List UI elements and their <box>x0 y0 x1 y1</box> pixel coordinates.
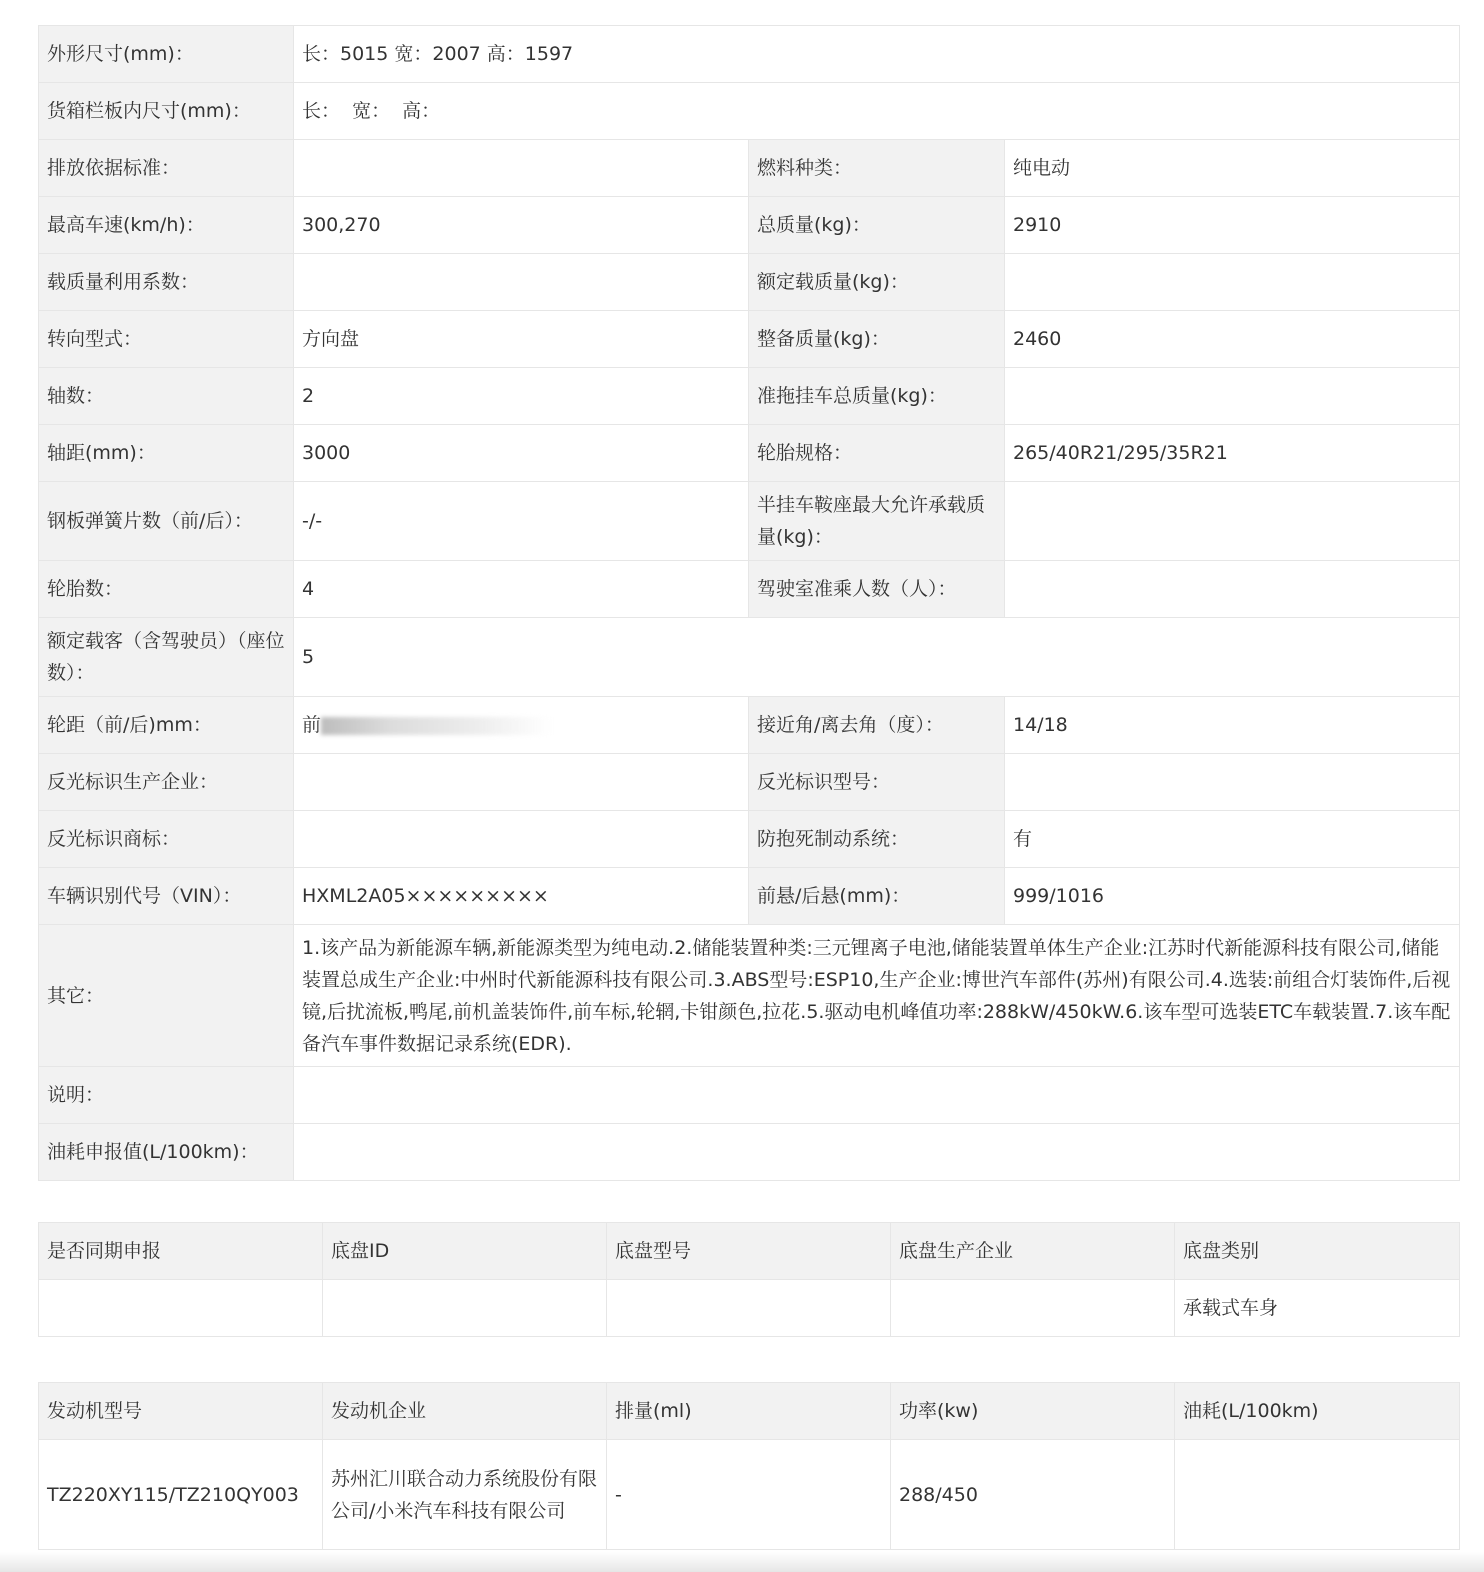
other-value: 1.该产品为新能源车辆,新能源类型为纯电动.2.储能装置种类:三元锂离子电池,储能装置单体生产企业:江苏时代新能源科技有限公司,储能装置总成生产企业:中州时代新能源科技有限公司.3.ABS型号:ESP10,生产企业:博世汽车部件(苏州)有限公司.4.选装:前组合灯装饰件,后视镜,后扰流板,鸭尾,前机盖装饰件,前车标,轮辋,卡钳颜色,拉花.5.驱动电机峰值功率:288kW/450kW.6.该车型可选装ETC车载装置.7.该车配备汽车事件数据记录系统(EDR). <box>294 925 1460 1067</box>
chassis-cell <box>891 1280 1175 1337</box>
cab-passengers-label: 驾驶室准乘人数（人）： <box>749 561 1005 618</box>
blurred-redaction <box>321 717 551 735</box>
engine-header-cell: 油耗(L/100km) <box>1175 1383 1460 1440</box>
note-value <box>294 1067 1460 1124</box>
dimensions-label: 外形尺寸(mm)： <box>39 26 294 83</box>
chassis-header-cell: 底盘ID <box>323 1223 607 1280</box>
spec-row-dimensions <box>39 26 1460 83</box>
spec-row-rated-passengers <box>39 618 1460 697</box>
engine-cell: 288/450 <box>891 1440 1175 1550</box>
wheelbase-value: 3000 <box>294 425 749 482</box>
spec-row <box>39 197 1460 254</box>
engine-header-cell: 功率(kw) <box>891 1383 1175 1440</box>
wheelbase-label: 轴距(mm)： <box>39 425 294 482</box>
spec-row-fuel-consumption <box>39 1124 1460 1181</box>
cargo-box-value: 长： 宽： 高： <box>294 83 1460 140</box>
fuel-type-label: 燃料种类： <box>749 140 1005 197</box>
rated-passengers-label: 额定载客（含驾驶员）（座位数）： <box>39 618 294 697</box>
tire-spec-value: 265/40R21/295/35R21 <box>1005 425 1460 482</box>
reflector-maker-value <box>294 754 749 811</box>
fuel-type-value: 纯电动 <box>1005 140 1460 197</box>
saddle-load-value <box>1005 482 1460 561</box>
chassis-cell <box>323 1280 607 1337</box>
rated-load-label: 额定载质量(kg)： <box>749 254 1005 311</box>
approach-departure-label: 接近角/离去角（度）： <box>749 697 1005 754</box>
spec-row <box>39 754 1460 811</box>
engine-header-cell: 发动机型号 <box>39 1383 323 1440</box>
spec-row-other <box>39 925 1460 1067</box>
spec-row <box>39 425 1460 482</box>
spec-row <box>39 140 1460 197</box>
vin-label: 车辆识别代号（VIN）： <box>39 868 294 925</box>
total-mass-label: 总质量(kg)： <box>749 197 1005 254</box>
tire-count-label: 轮胎数： <box>39 561 294 618</box>
approach-departure-value: 14/18 <box>1005 697 1460 754</box>
emission-standard-value <box>294 140 749 197</box>
fuel-consumption-label: 油耗申报值(L/100km)： <box>39 1124 294 1181</box>
chassis-data-row <box>39 1280 1460 1337</box>
bottom-fade <box>0 1552 1484 1572</box>
load-factor-label: 载质量利用系数： <box>39 254 294 311</box>
spec-row <box>39 311 1460 368</box>
reflector-maker-label: 反光标识生产企业： <box>39 754 294 811</box>
reflector-brand-label: 反光标识商标： <box>39 811 294 868</box>
leaf-springs-value: -/- <box>294 482 749 561</box>
trailer-mass-value <box>1005 368 1460 425</box>
note-label: 说明： <box>39 1067 294 1124</box>
cab-passengers-value <box>1005 561 1460 618</box>
curb-mass-value: 2460 <box>1005 311 1460 368</box>
chassis-table <box>38 1222 1460 1337</box>
engine-header-cell: 发动机企业 <box>323 1383 607 1440</box>
axles-value: 2 <box>294 368 749 425</box>
steering-value: 方向盘 <box>294 311 749 368</box>
chassis-header-cell: 底盘类别 <box>1175 1223 1460 1280</box>
cargo-box-label: 货箱栏板内尺寸(mm)： <box>39 83 294 140</box>
reflector-brand-value <box>294 811 749 868</box>
steering-label: 转向型式： <box>39 311 294 368</box>
fuel-consumption-value <box>294 1124 1460 1181</box>
chassis-header-cell: 底盘型号 <box>607 1223 891 1280</box>
axles-label: 轴数： <box>39 368 294 425</box>
engine-cell: 苏州汇川联合动力系统股份有限公司/小米汽车科技有限公司 <box>323 1440 607 1550</box>
reflector-model-value <box>1005 754 1460 811</box>
other-label: 其它： <box>39 925 294 1067</box>
leaf-springs-label: 钢板弹簧片数（前/后）： <box>39 482 294 561</box>
rated-load-value <box>1005 254 1460 311</box>
spec-row-note <box>39 1067 1460 1124</box>
reflector-model-label: 反光标识型号： <box>749 754 1005 811</box>
engine-cell <box>1175 1440 1460 1550</box>
spec-row <box>39 811 1460 868</box>
track-label: 轮距（前/后)mm： <box>39 697 294 754</box>
max-speed-label: 最高车速(km/h)： <box>39 197 294 254</box>
chassis-cell <box>607 1280 891 1337</box>
chassis-header-row <box>39 1223 1460 1280</box>
engine-header-row <box>39 1383 1460 1440</box>
vin-value: HXML2A05××××××××× <box>294 868 749 925</box>
rated-passengers-value: 5 <box>294 618 1460 697</box>
track-value-text: 前 <box>302 714 322 736</box>
engine-cell: TZ220XY115/TZ210QY003 <box>39 1440 323 1550</box>
spec-table <box>38 25 1460 1181</box>
tire-count-value: 4 <box>294 561 749 618</box>
abs-label: 防抱死制动系统： <box>749 811 1005 868</box>
chassis-header-cell: 底盘生产企业 <box>891 1223 1175 1280</box>
chassis-cell <box>39 1280 323 1337</box>
trailer-mass-label: 准拖挂车总质量(kg)： <box>749 368 1005 425</box>
total-mass-value: 2910 <box>1005 197 1460 254</box>
spec-row <box>39 368 1460 425</box>
overhang-label: 前悬/后悬(mm)： <box>749 868 1005 925</box>
spec-row <box>39 868 1460 925</box>
engine-cell: - <box>607 1440 891 1550</box>
overhang-value: 999/1016 <box>1005 868 1460 925</box>
spec-row <box>39 697 1460 754</box>
saddle-load-label: 半挂车鞍座最大允许承载质量(kg)： <box>749 482 1005 561</box>
spec-row <box>39 254 1460 311</box>
engine-header-cell: 排量(ml) <box>607 1383 891 1440</box>
spec-row <box>39 561 1460 618</box>
engine-data-row <box>39 1440 1460 1550</box>
load-factor-value <box>294 254 749 311</box>
chassis-cell: 承载式车身 <box>1175 1280 1460 1337</box>
tire-spec-label: 轮胎规格： <box>749 425 1005 482</box>
track-value <box>294 697 749 754</box>
dimensions-value: 长：5015 宽：2007 高：1597 <box>294 26 1460 83</box>
engine-table <box>38 1382 1460 1550</box>
spec-row <box>39 482 1460 561</box>
abs-value: 有 <box>1005 811 1460 868</box>
spec-row-cargo-box <box>39 83 1460 140</box>
max-speed-value: 300,270 <box>294 197 749 254</box>
curb-mass-label: 整备质量(kg)： <box>749 311 1005 368</box>
emission-standard-label: 排放依据标准： <box>39 140 294 197</box>
chassis-header-cell: 是否同期申报 <box>39 1223 323 1280</box>
